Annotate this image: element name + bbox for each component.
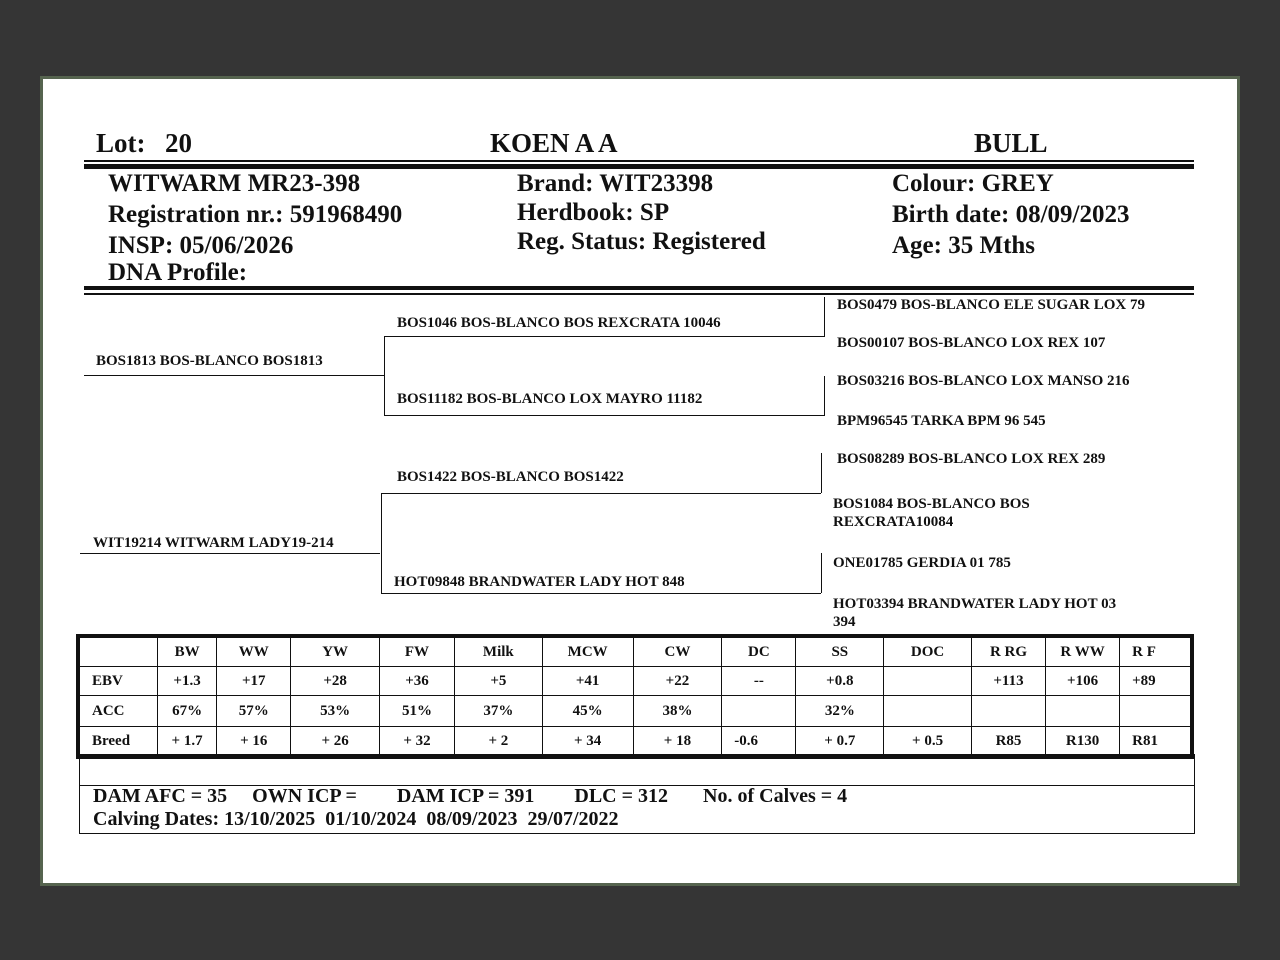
table-cell: +5	[454, 667, 542, 696]
sire-line	[84, 375, 384, 376]
table-cell: +28	[291, 667, 380, 696]
table-cell: + 0.5	[884, 727, 972, 758]
table-cell: -0.6	[722, 727, 796, 758]
lot-number: 20	[165, 128, 192, 158]
pedigree-ggp: BOS03216 BOS-BLANCO LOX MANSO 216	[837, 373, 1130, 389]
table-cell	[1120, 696, 1192, 727]
info-rule-thick	[84, 286, 1194, 290]
table-cell	[722, 696, 796, 727]
dam-sire-bracket	[821, 453, 822, 493]
table-cell: 51%	[379, 696, 454, 727]
row-label: EBV	[78, 667, 157, 696]
column-header: R RG	[971, 636, 1045, 667]
birth-date: Birth date: 08/09/2023	[892, 201, 1130, 228]
animal-name: WITWARM MR23-398	[108, 170, 361, 197]
table-cell: + 18	[633, 727, 722, 758]
table-cell: + 32	[379, 727, 454, 758]
sire-sire-bracket	[824, 297, 825, 337]
pedigree-ggp: ONE01785 GERDIA 01 785	[833, 555, 1011, 571]
breed-row	[78, 727, 1192, 758]
pedigree-sire-dam: BOS11182 BOS-BLANCO LOX MAYRO 11182	[397, 391, 703, 407]
lot-label: Lot:	[96, 128, 146, 158]
table-cell	[1046, 696, 1120, 727]
dam-bracket	[381, 493, 382, 593]
header-rule-thick	[84, 164, 1194, 169]
table-cell: + 1.7	[157, 727, 216, 758]
seller-name: KOEN A A	[490, 128, 618, 158]
pedigree-dam-dam: HOT09848 BRANDWATER LADY HOT 848	[394, 574, 685, 590]
sire-sire-line	[384, 336, 824, 337]
table-cell: + 16	[217, 727, 291, 758]
column-header: R F	[1120, 636, 1192, 667]
table-cell: 53%	[291, 696, 380, 727]
table-cell: 32%	[796, 696, 884, 727]
column-header	[78, 636, 157, 667]
table-cell: +22	[633, 667, 722, 696]
column-header: DOC	[884, 636, 972, 667]
column-header: WW	[217, 636, 291, 667]
table-cell: 45%	[542, 696, 633, 727]
column-header: FW	[379, 636, 454, 667]
dam-stats: DAM AFC = 35 OWN ICP = DAM ICP = 391 DLC = 312 No. of Calves = 4	[93, 785, 848, 807]
pedigree-ggp: 394	[833, 614, 856, 630]
herdbook: Herdbook: SP	[517, 199, 670, 226]
pedigree-ggp: REXCRATA10084	[833, 514, 954, 530]
ebv-table	[76, 634, 1194, 759]
calving-dates: Calving Dates: 13/10/2025 01/10/2024 08/09/2023 29/07/2022	[93, 808, 619, 830]
pedigree-sire: BOS1813 BOS-BLANCO BOS1813	[96, 353, 323, 369]
pedigree-ggp: BOS1084 BOS-BLANCO BOS	[833, 496, 1030, 512]
table-cell: R130	[1046, 727, 1120, 758]
dam-sire-line	[381, 493, 821, 494]
pedigree-ggp: BOS00107 BOS-BLANCO LOX REX 107	[837, 335, 1106, 351]
footer-box	[79, 754, 1195, 834]
dam-dam-line	[381, 593, 821, 594]
column-header: BW	[157, 636, 216, 667]
row-label: Breed	[78, 727, 157, 758]
table-cell: R85	[971, 727, 1045, 758]
table-cell	[971, 696, 1045, 727]
column-header: SS	[796, 636, 884, 667]
sire-bracket	[384, 336, 385, 416]
column-header: DC	[722, 636, 796, 667]
table-cell: +41	[542, 667, 633, 696]
header-rule-thin	[84, 160, 1194, 162]
registration-status: Reg. Status: Registered	[517, 228, 766, 255]
table-cell: + 26	[291, 727, 380, 758]
sire-dam-line	[384, 415, 824, 416]
brand: Brand: WIT23398	[517, 170, 714, 197]
column-header: MCW	[542, 636, 633, 667]
table-cell: +1.3	[157, 667, 216, 696]
ebv-row	[78, 667, 1192, 696]
table-cell: 57%	[217, 696, 291, 727]
table-cell: + 34	[542, 727, 633, 758]
pedigree-ggp: BPM96545 TARKA BPM 96 545	[837, 413, 1046, 429]
table-cell	[884, 667, 972, 696]
column-header: YW	[291, 636, 380, 667]
table-cell: --	[722, 667, 796, 696]
pedigree-sire-sire: BOS1046 BOS-BLANCO BOS REXCRATA 10046	[397, 315, 721, 331]
column-header: R WW	[1046, 636, 1120, 667]
registration-number: Registration nr.: 591968490	[108, 201, 403, 228]
sex-label: BULL	[974, 128, 1048, 158]
table-cell: +36	[379, 667, 454, 696]
info-rule-thin	[84, 293, 1194, 295]
table-cell: R81	[1120, 727, 1192, 758]
table-cell: 38%	[633, 696, 722, 727]
table-cell: + 2	[454, 727, 542, 758]
table-cell: +0.8	[796, 667, 884, 696]
column-header: Milk	[454, 636, 542, 667]
dam-dam-bracket	[821, 553, 822, 593]
pedigree-ggp: BOS0479 BOS-BLANCO ELE SUGAR LOX 79	[837, 297, 1145, 313]
pedigree-dam: WIT19214 WITWARM LADY19-214	[93, 535, 334, 551]
column-header: CW	[633, 636, 722, 667]
table-cell: 67%	[157, 696, 216, 727]
table-cell: 37%	[454, 696, 542, 727]
table-cell: +17	[217, 667, 291, 696]
pedigree-ggp: BOS08289 BOS-BLANCO LOX REX 289	[837, 451, 1106, 467]
table-cell	[884, 696, 972, 727]
table-cell: +89	[1120, 667, 1192, 696]
pedigree-ggp: HOT03394 BRANDWATER LADY HOT 03	[833, 596, 1117, 612]
age: Age: 35 Mths	[892, 232, 1036, 259]
acc-row	[78, 696, 1192, 727]
dam-line	[80, 553, 380, 554]
table-cell: + 0.7	[796, 727, 884, 758]
pedigree-dam-sire: BOS1422 BOS-BLANCO BOS1422	[397, 469, 624, 485]
colour: Colour: GREY	[892, 170, 1054, 197]
table-cell: +106	[1046, 667, 1120, 696]
row-label: ACC	[78, 696, 157, 727]
dna-profile: DNA Profile:	[108, 259, 248, 286]
table-cell: +113	[971, 667, 1045, 696]
inspection-date: INSP: 05/06/2026	[108, 232, 294, 259]
sire-dam-bracket	[824, 376, 825, 416]
ebv-header-row	[78, 636, 1192, 667]
